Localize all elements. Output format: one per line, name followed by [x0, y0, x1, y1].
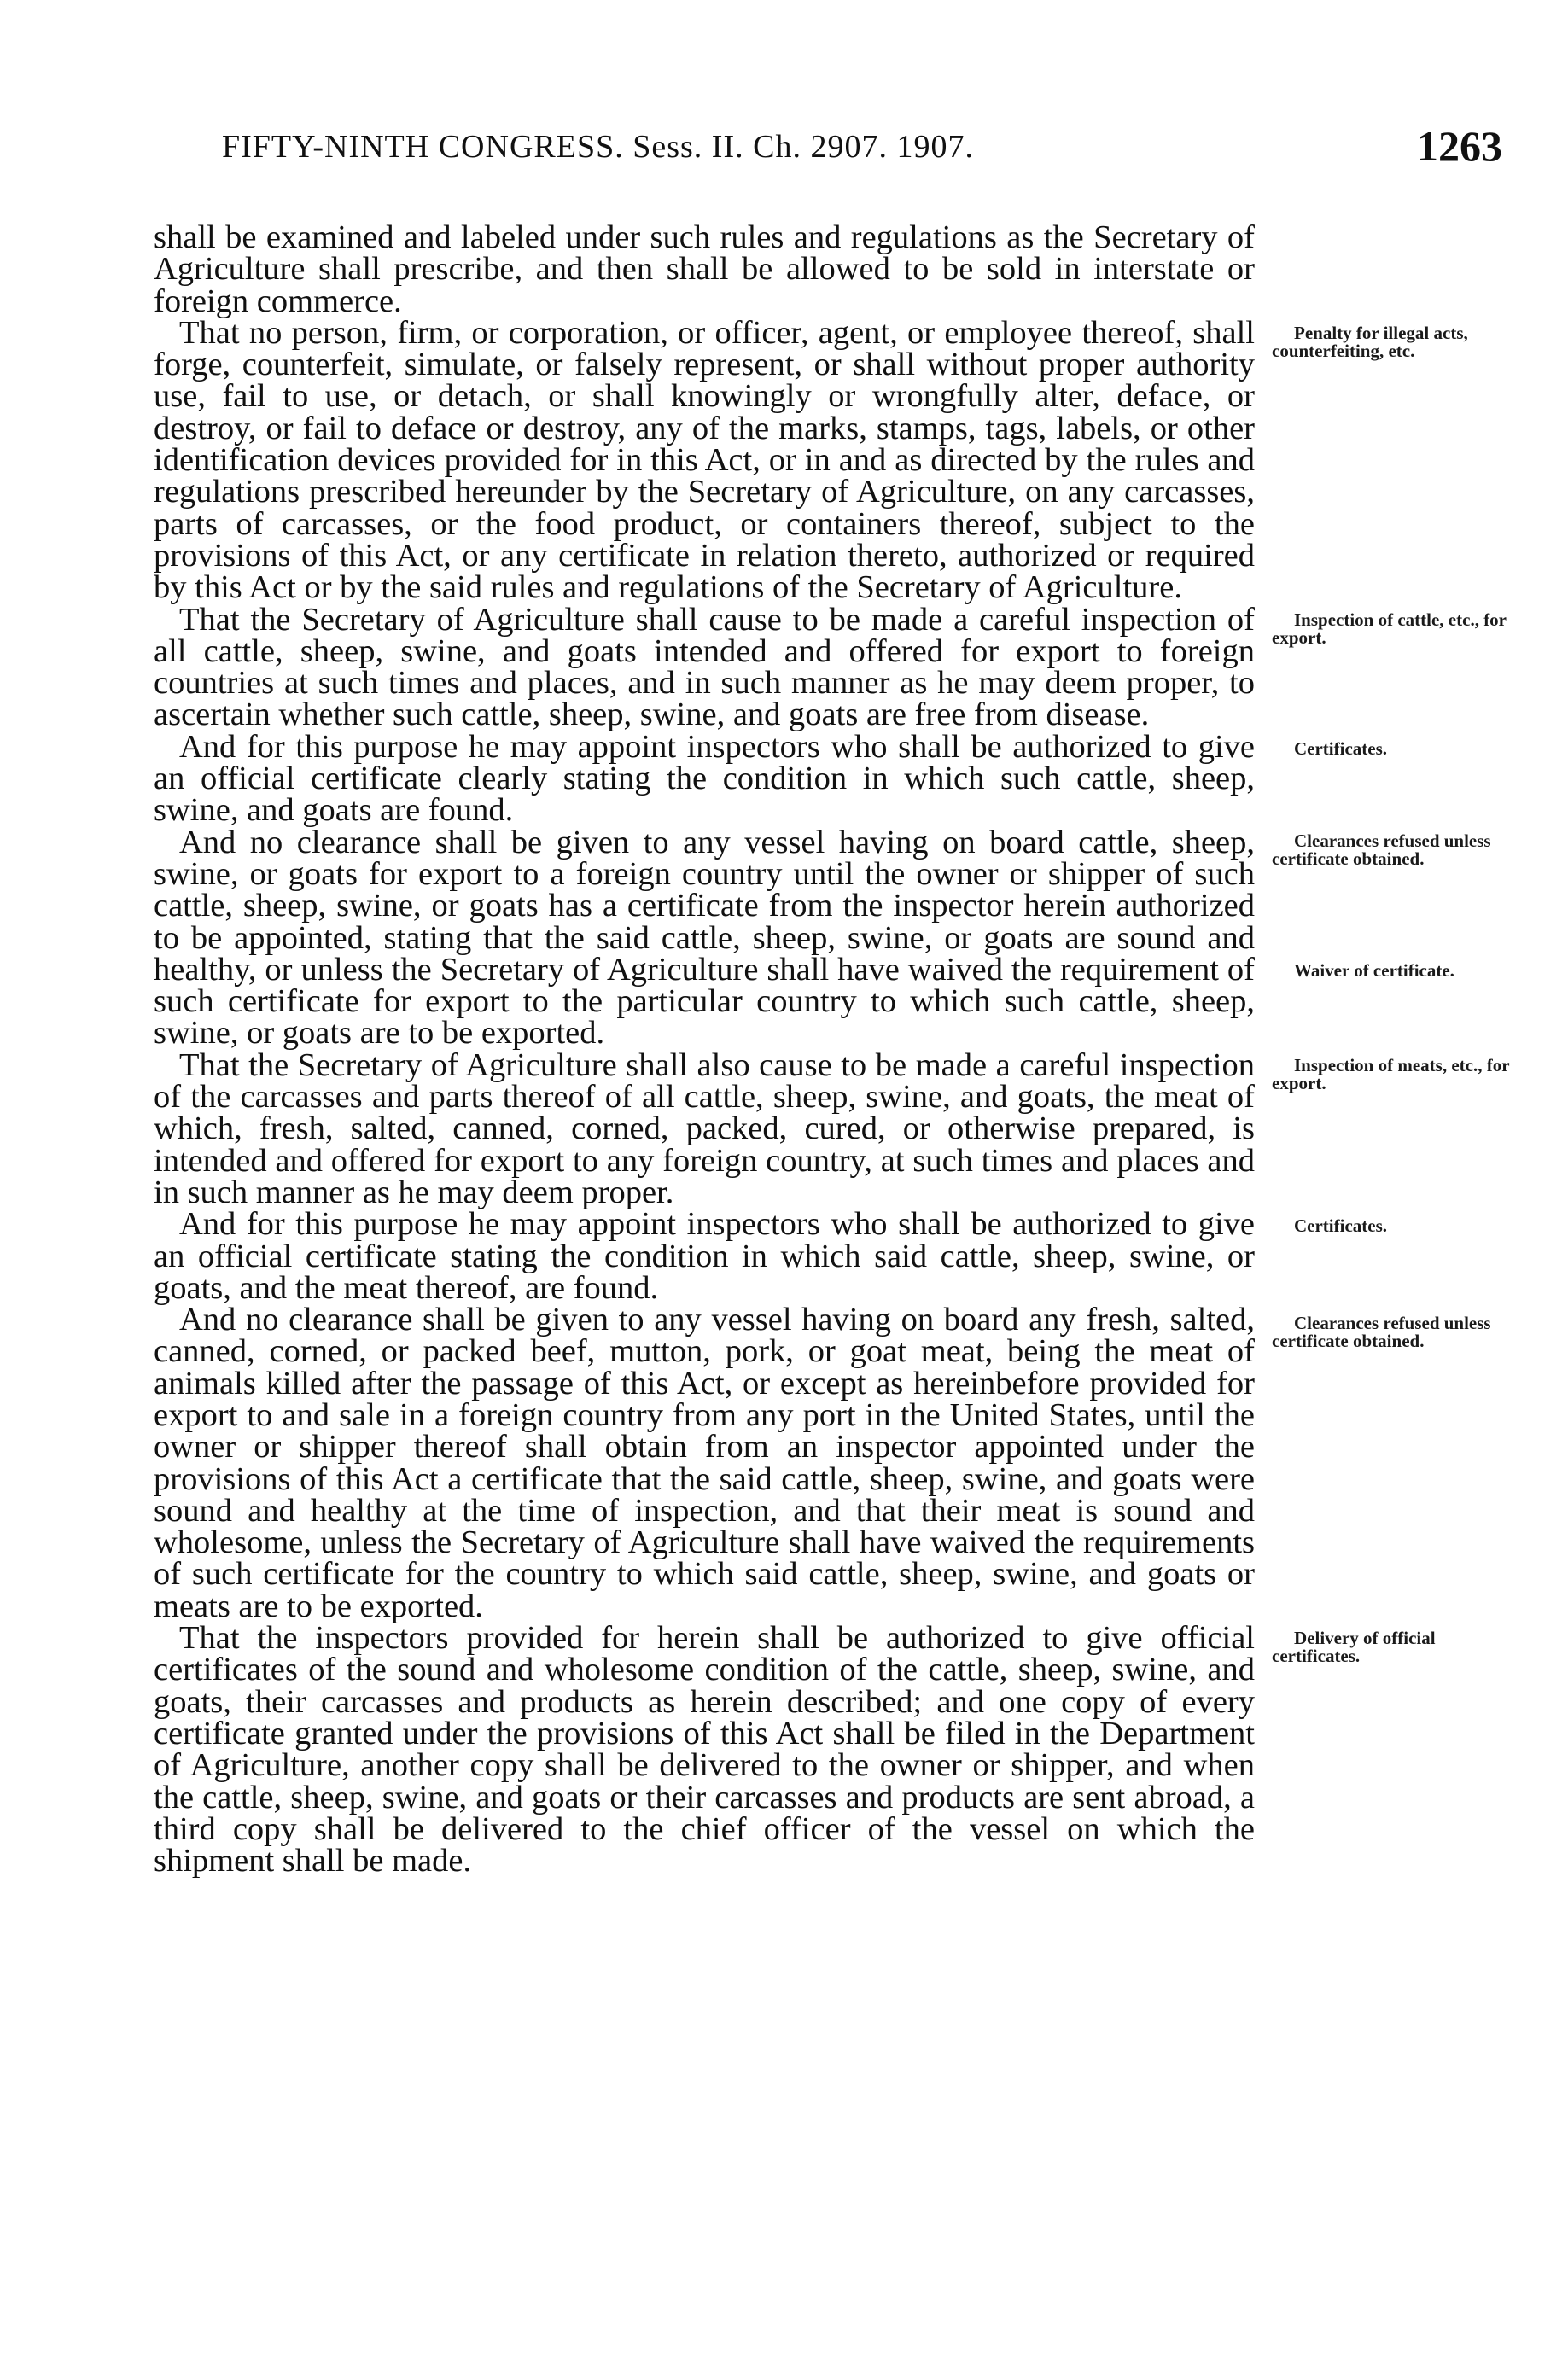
paragraph-certificates-2 [154, 1206, 1388, 1306]
statute-text [154, 219, 1510, 1880]
paragraph-continuation [154, 219, 1255, 319]
margin-note-delivery: Delivery of official certificates. [1272, 1628, 1436, 1667]
paragraph-inspection-meats [154, 1046, 1510, 1210]
paragraph-clearances-2 [154, 1302, 1491, 1624]
paragraph-text: And for this purpose he may appoint inspectors who shall be authorized to give an official certificate clearly stating the condition in which such cattle, sheep, swine, and goats are found. [154, 728, 1255, 829]
page-number: 1263 [1417, 122, 1502, 170]
running-head-title: FIFTY-NINTH CONGRESS. Sess. II. Ch. 2907. 1907. [222, 129, 974, 165]
margin-note-certificates-1: Certificates. [1294, 737, 1388, 759]
paragraph-inspection-cattle [154, 601, 1507, 733]
margin-note-waiver: Waiver of certificate. [1294, 959, 1454, 981]
paragraph-text: That no person, firm, or corporation, or officer, agent, or employee thereof, shall forge, counterfeit, simulate, or falsely represent, or shall without proper authority use, fail to use, or detach, or shall knowingly or wrongfully alter, deface, or destroy, or fail to deface or destroy, any of the marks, stamps, tags, labels, or other identification devices provided for in this Act, or in and as directed by the rules and regulations prescribed hereunder by the Secretary of Agriculture, on any carcasses, parts of carcasses, or the food product, or containers thereof, subject to the provisions of this Act, or any certificate in relation thereto, authorized or required by this Act or by the said rules and regulations of the Secretary of Agriculture. [154, 314, 1255, 606]
paragraph-text: And no clearance shall be given to any vessel having on board any fresh, salted, canned, corned, or packed beef, mutton, pork, or goat meat, being the meat of animals killed after the passage of this Act, or except as hereinbefore provided for export to and sale in a foreign country from any port in the United States, until the owner or shipper thereof shall obtain from an inspector appointed under the provisions of this Act a certificate that the said cattle, sheep, swine, and goats were sound and healthy at the time of inspection, and that their meat is sound and wholesome, unless the Secretary of Agriculture shall have waived the requirements of such certificate for the country to which said cattle, sheep, swine, and goats or meats are to be exported. [154, 1302, 1255, 1624]
margin-note-certificates-2: Certificates. [1294, 1215, 1388, 1237]
paragraph-delivery [154, 1620, 1436, 1880]
margin-note-inspection-meats: Inspection of meats, etc., for export. [1272, 1054, 1510, 1093]
paragraph-certificates-1 [154, 728, 1388, 829]
paragraph-text: shall be examined and labeled under such rules and regulations as the Secretary of Agriculture shall prescribe, and then shall be allowed to be sold in interstate or foreign commerce. [154, 219, 1255, 319]
paragraph-text: And for this purpose he may appoint inspectors who shall be authorized to give an official certificate stating the condition in which said cattle, sheep, swine, or goats, and the meat thereof, are found. [154, 1206, 1255, 1306]
paragraph-penalty [154, 314, 1468, 606]
margin-note-clearances-1: Clearances refused unless certificate obtained. [1272, 830, 1491, 869]
margin-note-penalty: Penalty for illegal acts, counterfeiting, etc. [1272, 322, 1468, 361]
margin-note-inspection-cattle: Inspection of cattle, etc., for export. [1272, 609, 1507, 648]
paragraph-text: That the Secretary of Agriculture shall cause to be made a careful inspection of all cattle, sheep, swine, and goats intended and offered for export to foreign countries at such times and places, and in such manner as he may deem proper, to ascertain whether such cattle, sheep, swine, and goats are free from disease. [154, 601, 1255, 733]
paragraph-text: That the Secretary of Agriculture shall also cause to be made a careful inspection of the carcasses and parts thereof of all cattle, sheep, swine, and goats, the meat of which, fresh, salted, canned, corned, packed, cured, or otherwise prepared, is intended and offered for export to any foreign country, at such times and places and in such manner as he may deem proper. [154, 1046, 1255, 1210]
paragraph-text: That the inspectors provided for herein shall be authorized to give official certificates of the sound and wholesome condition of the cattle, sheep, swine, and goats, their carcasses and products as herein described; and one copy of every certificate granted under the provisions of this Act shall be filed in the Department of Agriculture, another copy shall be delivered to the owner or shipper, and when the cattle, sheep, swine, and goats or their carcasses and products are sent abroad, a third copy shall be delivered to the chief officer of the vessel on which the shipment shall be made. [154, 1620, 1255, 1880]
paragraph-text: And no clearance shall be given to any vessel having on board cattle, sheep, swine, or goats for export to a foreign country until the owner or shipper of such cattle, sheep, swine, or goats has a certificate from the inspector herein authorized to be appointed, stating that the said cattle, sheep, swine, or goats are sound and healthy, or unless the Secretary of Agriculture shall have waived the requirement of such certificate for export to the particular country to which such cattle, sheep, swine, or goats are to be exported. [154, 824, 1255, 1052]
margin-note-clearances-2: Clearances refused unless certificate obtained. [1272, 1313, 1491, 1352]
running-head [222, 122, 1502, 179]
paragraph-clearances-1 [154, 824, 1491, 1052]
